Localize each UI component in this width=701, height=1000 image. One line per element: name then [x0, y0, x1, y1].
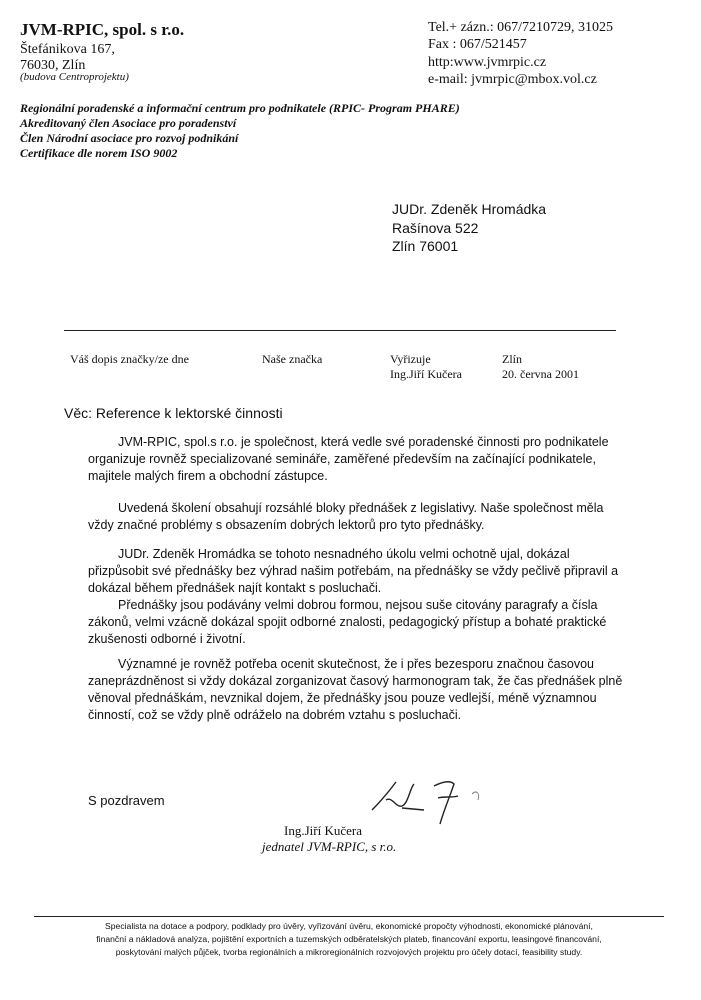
our-ref-label: Naše značka [262, 352, 323, 366]
subject-line: Věc: Reference k lektorské činnosti [64, 405, 283, 421]
recipient-name: JUDr. Zdeněk Hromádka [392, 201, 547, 217]
handled-label: Vyřizuje [390, 352, 431, 366]
divider-line [64, 330, 616, 331]
company-street: Štefánikova 167, [20, 42, 115, 57]
body-paragraph [88, 656, 628, 724]
company-email: e-mail: jvmrpic@mbox.vol.cz [428, 72, 597, 87]
greeting: S pozdravem [88, 793, 165, 808]
footer-line: Specialista na dotace a podpory, podklady pro úvěry, vyřizování úvěru, ekonomické propočty výhodnosti, ekonomické plánování, [105, 921, 593, 931]
body-paragraph [88, 500, 628, 534]
recipient-street: Rašínova 522 [392, 220, 479, 236]
company-role: Certifikace dle norem ISO 9002 [20, 146, 178, 160]
paragraph-text: Uvedená školení obsahují rozsáhlé bloky přednášek z legislativy. Naše společnost měla vždy značné problémy s obsazením dobrých lektorů pro tyto přednášky. [88, 501, 604, 532]
company-city: 76030, Zlín [20, 58, 86, 73]
paragraph-text: Významné je rovněž potřeba ocenit skutečnost, že i přes bezesporu značnou časovou zaneprázdněnost si vždy dokázal zorganizovat časový harmonogram tak, že čas přednášek plně věnoval přednáškám, nevznikal dojem, že přednášky jsou pouze vedlejší, méně významnou činností, což se vždy plně odráželo na dobrém vztahu s posluchači. [88, 657, 623, 722]
handled-by: Ing.Jiří Kučera [390, 367, 462, 381]
letter-date: 20. června 2001 [502, 367, 579, 381]
company-web: http:www.jvmrpic.cz [428, 55, 547, 70]
body-paragraph [88, 434, 628, 485]
body-paragraph [88, 597, 628, 648]
footer-line: finanční a nákladová analýza, pojištění exportních a tuzemských odběratelských plateb, financování exportu, leasingové financování, [96, 934, 602, 944]
paragraph-text: JVM-RPIC, spol.s r.o. je společnost, která vedle své poradenské činnosti pro podnikatele organizuje rovněž specializované semináře, zaměřené především na začínající podnikatele, majitele malých firem a obchodní zástupce. [88, 435, 609, 483]
company-name: JVM-RPIC, spol. s r.o. [20, 20, 185, 39]
company-fax: Fax : 067/521457 [428, 37, 527, 52]
paragraph-text: Přednášky jsou podávány velmi dobrou formou, nejsou suše citovány paragrafy a čísla zákonů, velmi vzácně dokázal spojit odborné znalosti, pedagogický přístup a bohaté praktické zkušenosti odborné i životní. [88, 598, 607, 646]
recipient-city: Zlín 76001 [392, 238, 459, 254]
company-role: Regionální poradenské a informační centrum pro podnikatele (RPIC- Program PHARE) [20, 101, 460, 115]
footer-divider [34, 916, 664, 917]
company-role: Akreditovaný člen Asociace pro poradenství [20, 116, 237, 130]
signer-role: jednatel JVM-RPIC, s r.o. [262, 839, 397, 854]
footer-line: poskytování malých půjček, tvorba regionálních a mikroregionálních rozvojových projektu pro účely dotací, feasibility study. [115, 947, 583, 957]
paragraph-text: JUDr. Zdeněk Hromádka se tohoto nesnadného úkolu velmi ochotně ujal, dokázal přizpůsobit své přednášky bez výhrad našim potřebám, na přednášky se vždy pečlivě připravil a dokázal během přednášek najít kontakt s posluchači. [88, 547, 619, 595]
signature-scribble [362, 770, 492, 830]
company-tel: Tel.+ zázn.: 067/7210729, 31025 [428, 20, 613, 35]
place: Zlín [502, 352, 522, 366]
footer [34, 920, 664, 959]
company-role: Člen Národní asociace pro rozvoj podnikání [20, 131, 239, 145]
company-building-note: (budova Centroprojektu) [20, 71, 129, 83]
your-ref-label: Váš dopis značky/ze dne [70, 352, 189, 366]
signer-name: Ing.Jiří Kučera [284, 823, 362, 838]
body-paragraph [88, 546, 628, 597]
